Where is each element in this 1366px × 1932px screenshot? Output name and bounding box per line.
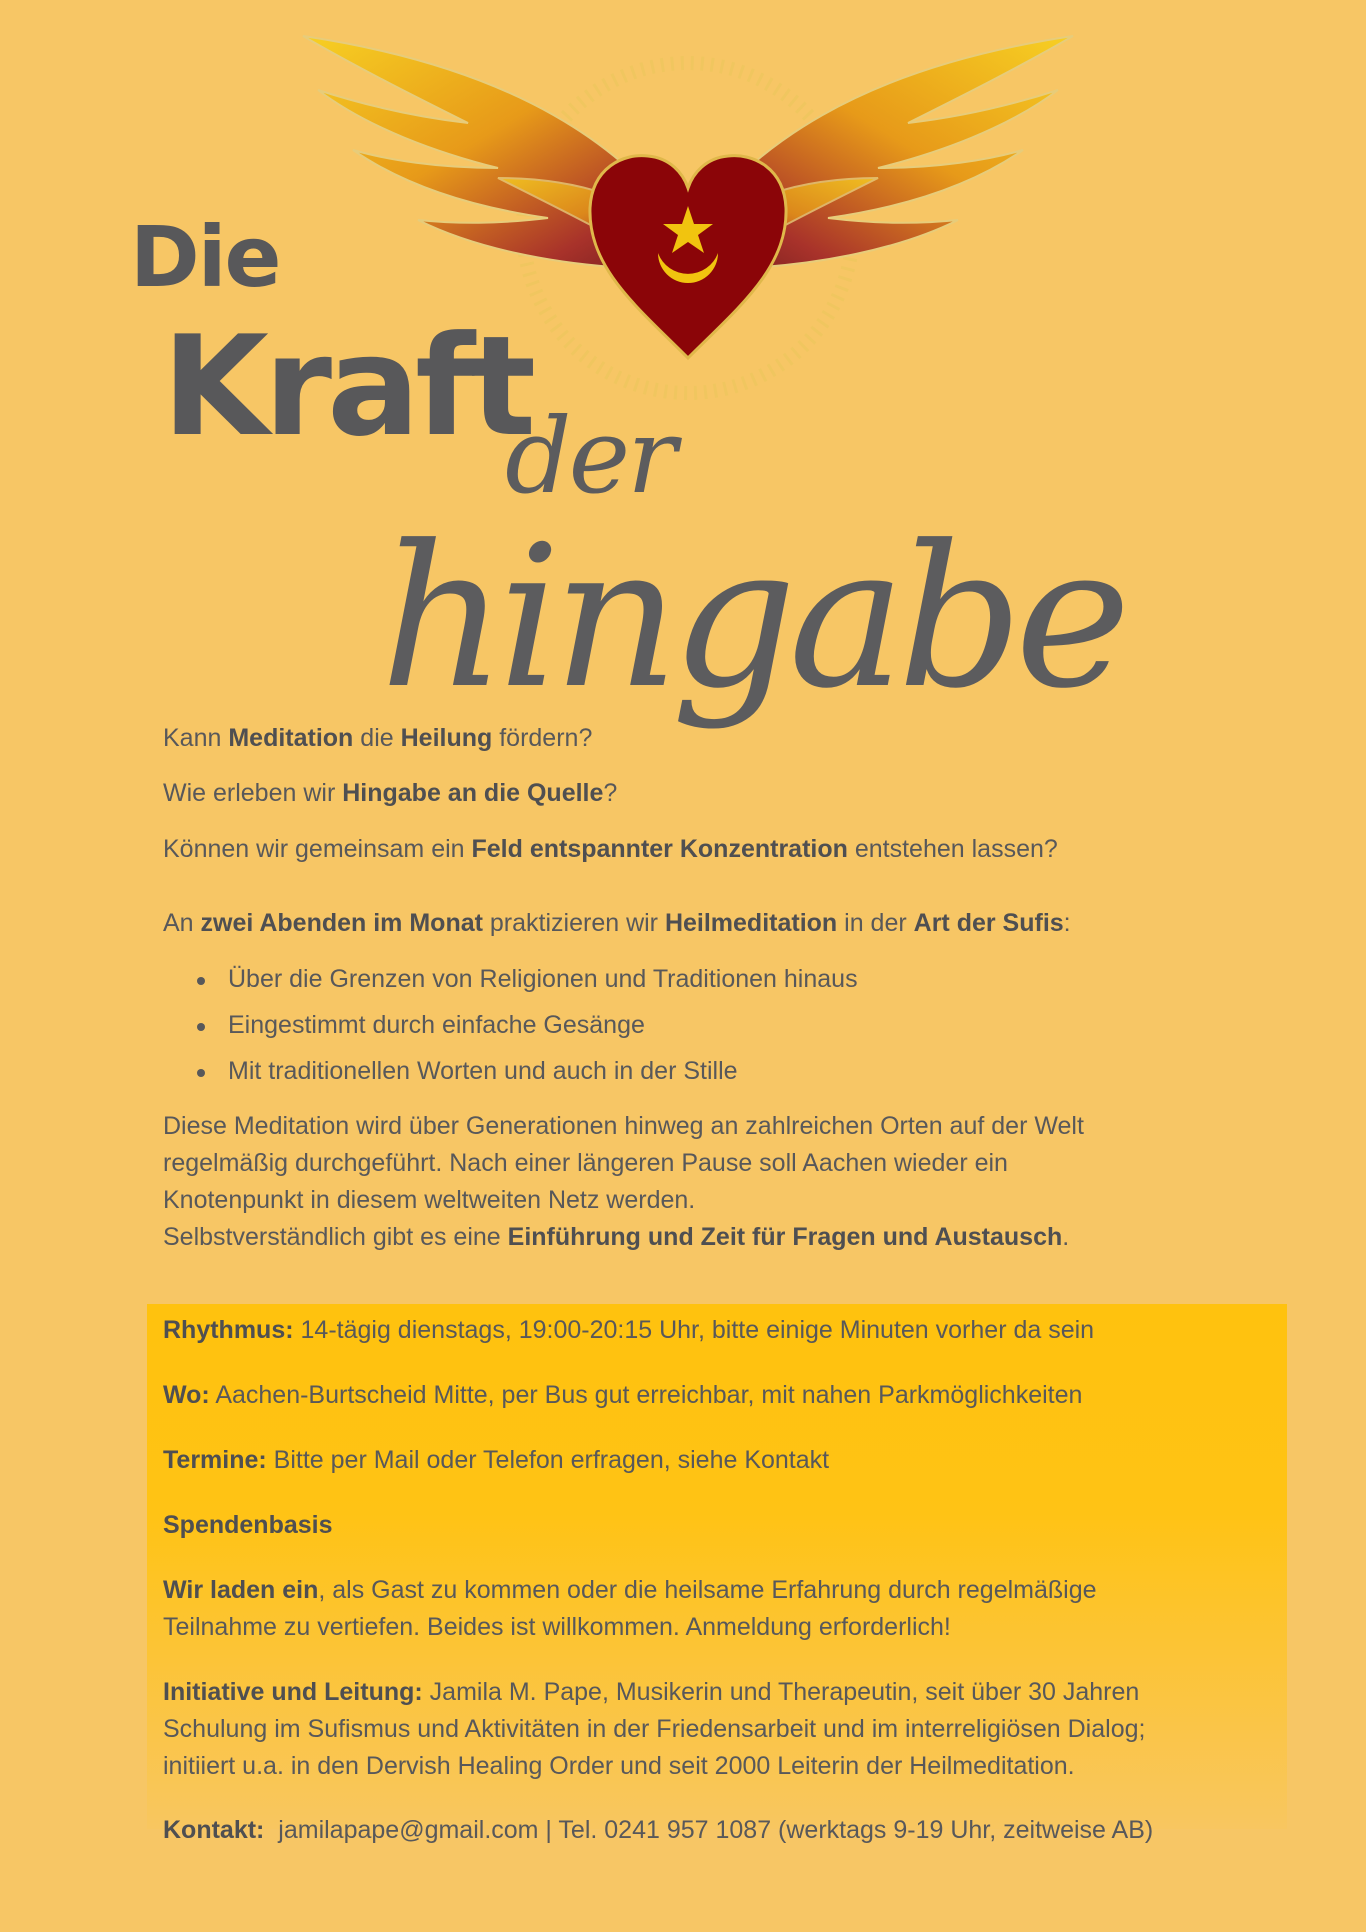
- title-die: Die: [130, 208, 280, 306]
- question-hingabe: Wie erleben wir Hingabe an die Quelle?: [163, 779, 618, 807]
- description-paragraph: Diese Meditation wird über Generationen hinweg an zahlreichen Orten auf der Welt regelmäßig durchgeführt. Nach einer längeren Pause soll Aachen wieder ein Knotenpunkt in diesem weltweiten Netz werden. Selbstverständlich gibt es eine Einführung und Zeit für Fragen und Austausch.: [163, 1112, 1084, 1251]
- title-der: der: [505, 395, 674, 517]
- list-item: Eingestimmt durch einfache Gesänge: [163, 1007, 858, 1053]
- heart-icon: [590, 156, 786, 358]
- question-meditation: Kann Meditation die Heilung fördern?: [163, 724, 593, 752]
- info-rhythm: Rhythmus: 14-tägig dienstags, 19:00-20:15 Uhr, bitte einige Minuten vorher da sein: [163, 1316, 1095, 1344]
- info-dates: Termine: Bitte per Mail oder Telefon erfragen, siehe Kontakt: [163, 1446, 830, 1474]
- info-invite: Wir laden ein, als Gast zu kommen oder die heilsame Erfahrung durch regelmäßige Teilnahme zu vertiefen. Beides ist willkommen. Anmeldung erforderlich!: [163, 1576, 1097, 1641]
- list-item: Über die Grenzen von Religionen und Traditionen hinaus: [163, 961, 858, 1007]
- info-lead: Initiative und Leitung: Jamila M. Pape, Musikerin und Therapeutin, seit über 30 Jahren Schulung im Sufismus und Aktivitäten in der Friedensarbeit und im interreligiösen Dialog; initiiert u.a. in den Dervish Healing Order und seit 2000 Leiterin der Heilmeditation.: [163, 1678, 1146, 1780]
- practice-bullet-list: [163, 961, 858, 1099]
- practice-intro: An zwei Abenden im Monat praktizieren wir Heilmeditation in der Art der Sufis:: [163, 909, 1071, 937]
- title-kraft: Kraft: [162, 306, 532, 467]
- list-item: Mit traditionellen Worten und auch in der Stille: [163, 1053, 858, 1099]
- contact-line: Kontakt: jamilapape@gmail.com | Tel. 0241 957 1087 (werktags 9-19 Uhr, zeitweise AB): [163, 1816, 1154, 1844]
- question-feld: Können wir gemeinsam ein Feld entspannter Konzentration entstehen lassen?: [163, 835, 1058, 863]
- info-where: Wo: Aachen-Burtscheid Mitte, per Bus gut erreichbar, mit nahen Parkmöglichkeiten: [163, 1381, 1083, 1409]
- info-donation: Spendenbasis: [163, 1511, 333, 1539]
- title-hingabe: hingabe: [380, 504, 1123, 732]
